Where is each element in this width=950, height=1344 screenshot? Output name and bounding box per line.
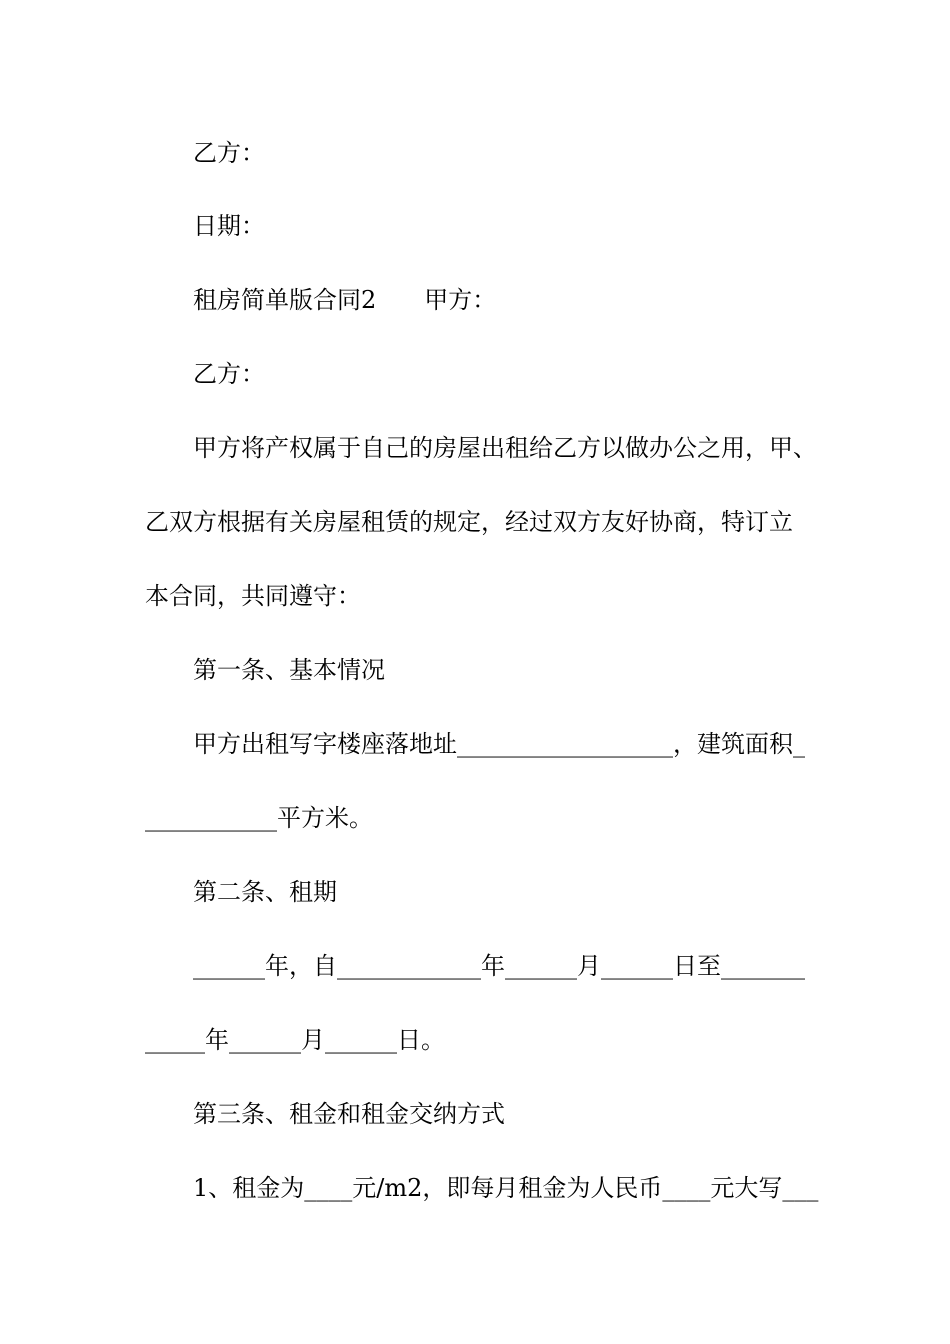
article-1-text-line-2: ___________平方米。	[145, 804, 373, 832]
article-1-heading: 第一条、基本情况	[193, 656, 385, 684]
contract-title-party-a: 租房简单版合同2 甲方：	[193, 286, 497, 314]
article-3-heading: 第三条、租金和租金交纳方式	[193, 1100, 505, 1128]
article-3-text-line-1: 1、租金为____元/m2，即每月租金为人民币____元大写___	[193, 1174, 819, 1202]
date-label: 日期：	[193, 212, 265, 240]
party-b-label: 乙方：	[193, 139, 265, 167]
party-b-label-2: 乙方：	[193, 360, 265, 388]
intro-paragraph-line-1: 甲方将产权属于自己的房屋出租给乙方以做办公之用，甲、	[193, 434, 817, 462]
intro-paragraph-line-3: 本合同，共同遵守：	[145, 582, 361, 610]
article-1-text-line-1: 甲方出租写字楼座落地址__________________，建筑面积_	[193, 730, 805, 758]
intro-paragraph-line-2: 乙双方根据有关房屋租赁的规定，经过双方友好协商，特订立	[145, 508, 793, 536]
article-2-text-line-1: ______年，自____________年______月______日至_______	[193, 952, 805, 980]
article-2-heading: 第二条、租期	[193, 878, 337, 906]
article-2-text-line-2: _____年______月______日。	[145, 1026, 445, 1054]
